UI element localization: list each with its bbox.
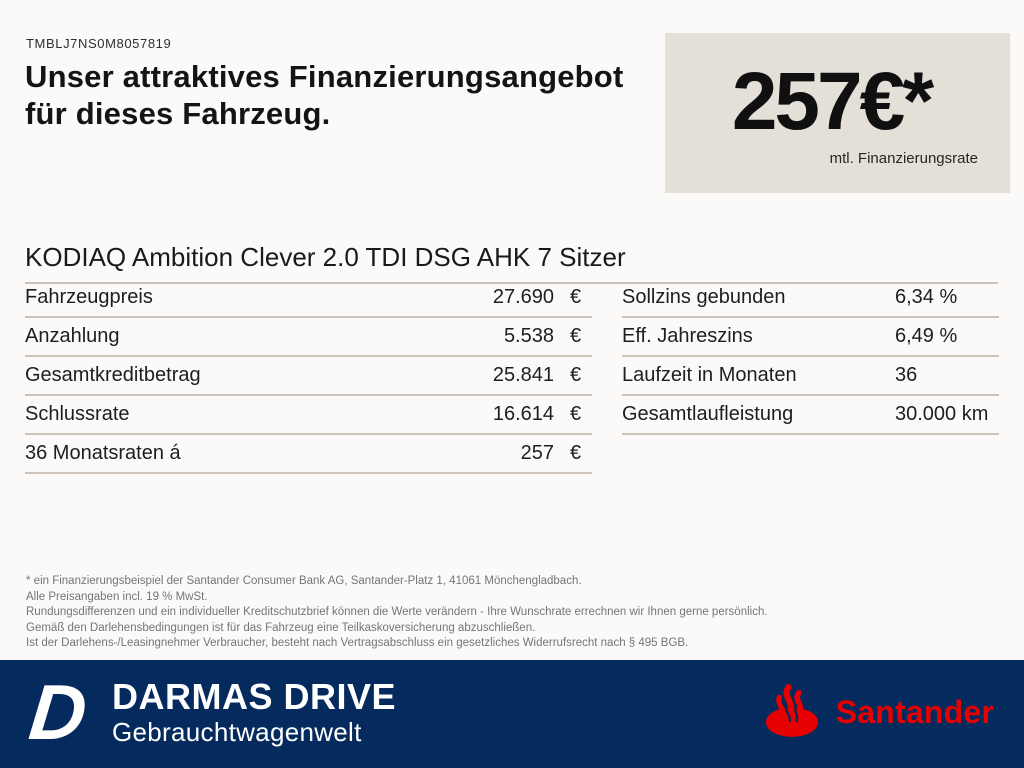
row-value: 36 bbox=[895, 364, 918, 386]
table-row bbox=[622, 318, 999, 357]
row-label: Fahrzeugpreis bbox=[25, 286, 153, 308]
page-title-line2: für dieses Fahrzeug. bbox=[25, 96, 331, 131]
vehicle-title: KODIAQ Ambition Clever 2.0 TDI DSG AHK 7 Sitzer bbox=[25, 242, 998, 284]
fineprint-line: Ist der Darlehens-/Leasingnehmer Verbraucher, besteht nach Vertragsabschluss ein gesetzliches Widerrufsrecht nach § 495 BGB. bbox=[26, 637, 689, 650]
page-title-line1: Unser attraktives Finanzierungsangebot bbox=[25, 59, 624, 94]
vehicle-vin: TMBLJ7NS0M8057819 bbox=[26, 36, 172, 51]
finance-table-right bbox=[622, 279, 999, 435]
row-unit: € bbox=[570, 403, 582, 425]
bank-name: Santander bbox=[835, 693, 994, 730]
monthly-rate-caption: mtl. Finanzierungsrate bbox=[829, 149, 978, 167]
bank-brand bbox=[758, 684, 994, 740]
row-value: 6,34 % bbox=[895, 286, 958, 308]
row-value: 30.000 km bbox=[895, 403, 989, 425]
row-value: 257 bbox=[520, 442, 554, 464]
fineprint-line: Alle Preisangaben incl. 19 % MwSt. bbox=[26, 590, 208, 603]
row-unit: € bbox=[570, 442, 582, 464]
row-label: Eff. Jahreszins bbox=[622, 325, 753, 347]
row-unit: € bbox=[570, 325, 582, 347]
row-value: 5.538 bbox=[503, 325, 554, 347]
row-label: 36 Monatsraten á bbox=[25, 442, 181, 464]
table-row bbox=[622, 357, 999, 396]
table-row bbox=[622, 396, 999, 435]
santander-flame-icon bbox=[758, 684, 826, 740]
row-label: Laufzeit in Monaten bbox=[622, 364, 797, 386]
footer-bar bbox=[0, 660, 1024, 768]
table-row bbox=[25, 435, 592, 474]
row-value: 27.690 bbox=[492, 286, 554, 308]
finance-table-left bbox=[25, 279, 592, 474]
table-row bbox=[25, 396, 592, 435]
row-label: Anzahlung bbox=[25, 325, 120, 347]
row-label: Schlussrate bbox=[25, 403, 130, 425]
table-row bbox=[25, 318, 592, 357]
page-title bbox=[25, 58, 655, 132]
fineprint-line: Rundungsdifferenzen und ein individueller Kreditschutzbrief können die Werte verändern - Ihre Wunschrate errechnen wir Ihnen gerne persönlich. bbox=[26, 606, 768, 619]
table-row bbox=[25, 357, 592, 396]
row-value: 25.841 bbox=[492, 364, 554, 386]
fineprint-line: * ein Finanzierungsbeispiel der Santander Consumer Bank AG, Santander-Platz 1, 41061 Mönchengladbach. bbox=[26, 575, 582, 587]
row-label: Gesamtkreditbetrag bbox=[25, 364, 201, 386]
dealer-brand bbox=[112, 678, 396, 748]
monthly-rate-box bbox=[665, 33, 1010, 193]
dealer-d-icon: D bbox=[25, 668, 89, 756]
row-value: 6,49 % bbox=[895, 325, 958, 347]
row-label: Sollzins gebunden bbox=[622, 286, 786, 308]
table-row bbox=[622, 279, 999, 318]
row-label: Gesamtlaufleistung bbox=[622, 403, 794, 425]
table-row bbox=[25, 279, 592, 318]
dealer-name: DARMAS DRIVE bbox=[112, 676, 397, 717]
row-value: 16.614 bbox=[492, 403, 554, 425]
monthly-rate-price: 257€* bbox=[731, 55, 932, 147]
fineprint-line: Gemäß den Darlehensbedingungen ist für das Fahrzeug eine Teilkaskoversicherung abzuschließen. bbox=[26, 621, 536, 634]
dealer-subtitle: Gebrauchtwagenwelt bbox=[112, 717, 362, 747]
row-unit: € bbox=[570, 364, 582, 386]
legal-fineprint bbox=[26, 574, 886, 652]
row-unit: € bbox=[570, 286, 582, 308]
